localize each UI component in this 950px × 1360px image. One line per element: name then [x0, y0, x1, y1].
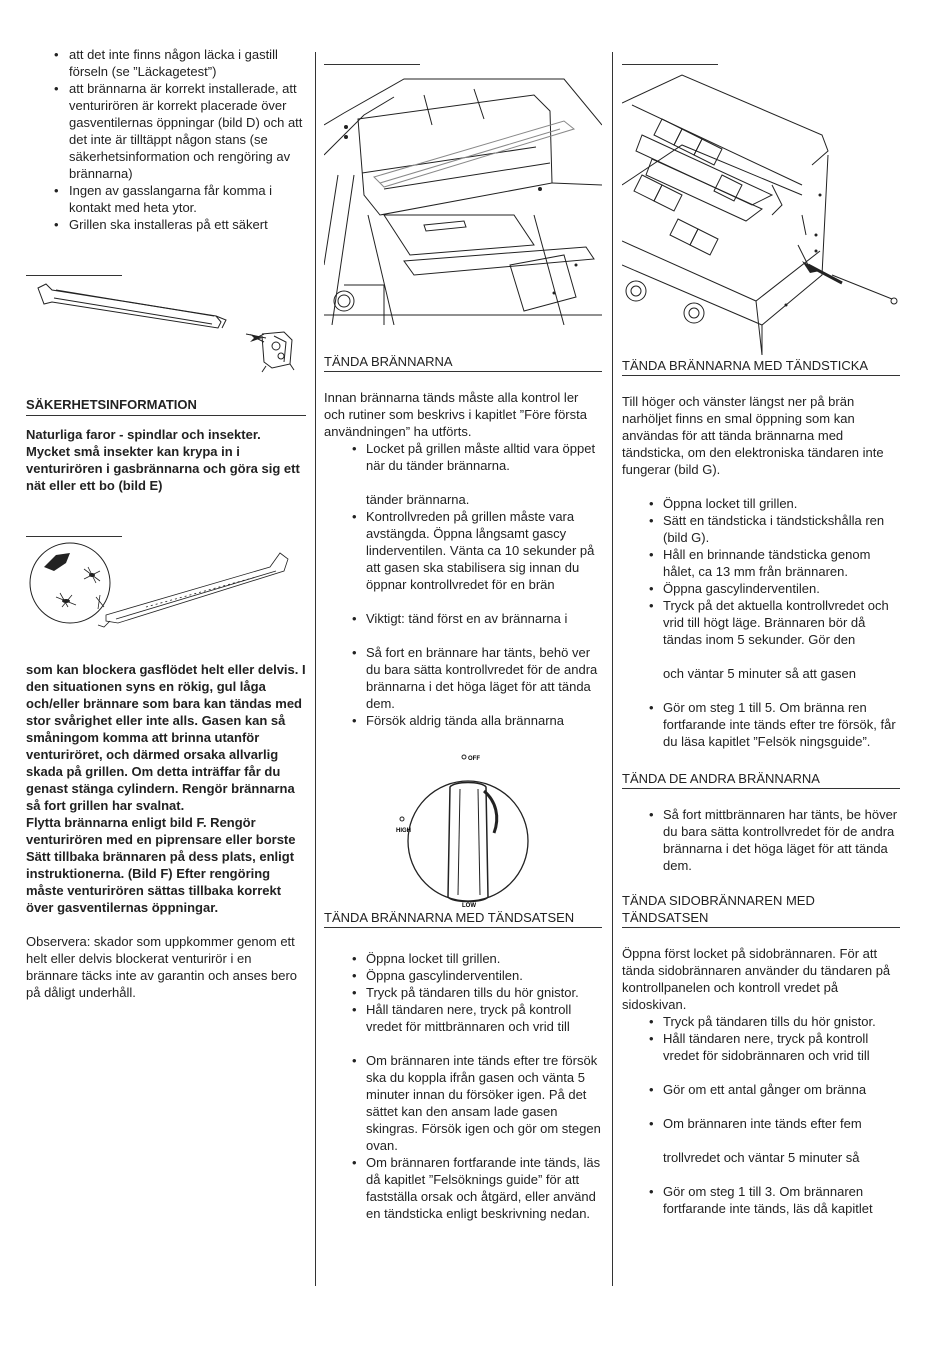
- paragraph-fragment: trollvredet och väntar 5 minuter så: [663, 1150, 860, 1165]
- steps-list: [622, 806, 900, 874]
- checklist: [324, 644, 602, 729]
- section-heading: TÄNDA BRÄNNARNA MED TÄNDSTICKA: [622, 357, 900, 376]
- paragraph: som kan blockera gasflödet helt eller delvis. I den situationen syns en rökig, gul låga och/eller brännare som bara kan tändas med stor svårighet eller inte alls. Gasen kan så småningom komma att brinna utanför venturiröret, och därmed orsaka allvarlig skada på grillen. Om detta inträffar får du genast stänga cylindern. Rengör brännarna så fort grillen har svalnat.: [26, 662, 306, 813]
- list-item: • Viktigt: tänd först en av brännarna i: [324, 610, 602, 627]
- section-heading: TÄNDA BRÄNNARNA MED TÄNDSATSEN: [324, 909, 602, 928]
- list-item: • Öppna locket till grillen.: [324, 950, 602, 967]
- steps-list: [622, 1013, 900, 1064]
- note: Observera: skador som uppkommer genom ett helt eller delvis blockerat venturirör i en brännare täcks inte av garantin och anses bero på dåligt underhåll.: [26, 934, 298, 1000]
- list-item: • Ingen av gasslangarna får komma i kontakt med heta ytor.: [26, 182, 306, 216]
- list-item: • Gör om steg 1 till 3. Om brännaren fortfarande inte tänds, läs då kapitlet: [622, 1183, 900, 1217]
- paragraph-fragment: tänder brännarna.: [366, 492, 470, 507]
- list-item: • Öppna gascylinderventilen.: [324, 967, 602, 984]
- paragraph: Till höger och vänster längst ner på brän narhöljet finns en smal öppning som kan användas för att tända brännarna med tändsticka, om den elektroniska tändaren inte fungerar (bild G).: [622, 394, 884, 477]
- list-item: • Öppna locket till grillen.: [622, 495, 900, 512]
- knob-high-label: HIGH: [396, 828, 411, 834]
- list-item: • Tryck på tändaren tills du hör gnistor.: [622, 1013, 900, 1030]
- checklist: [26, 46, 306, 233]
- list-item: • Om brännaren inte tänds efter tre försök ska du koppla ifrån gasen och vänta 5 minuter innan du försöker igen. På det sättet kan den ansam lade gasen skingras. Försök igen och gör om stegen ovan.: [324, 1052, 602, 1154]
- burner-figure-d: [26, 276, 306, 382]
- column-2: [324, 44, 602, 1222]
- list-item: • Håll tändaren nere, tryck på kontroll vredet för mittbrännaren och vrid till: [324, 1001, 602, 1035]
- list-item: • att brännarna är korrekt installerade, att venturirören är korrekt placerade över gasventilernas öppningar (bild D) och att det inte är tilltäppt någon stans (se säkerhetsinformation och rengöring av brännarna): [26, 80, 306, 182]
- list-item: • att det inte finns någon läcka i gastill förseln (se ”Läckagetest”): [26, 46, 306, 80]
- steps-list: [622, 1183, 900, 1217]
- list-item: • Så fort mittbrännaren har tänts, be höver du bara sätta kontrollvredet för de andra brännarna i det höga läget för att tända dem.: [622, 806, 900, 874]
- section-heading: SÄKERHETSINFORMATION: [26, 396, 306, 416]
- paragraph: Naturliga faror - spindlar och insekter. Mycket små insekter kan krypa in i venturirören i gasbrännarna och göra sig ett nät eller ett bo (bild E): [26, 427, 300, 493]
- paragraph: Flytta brännarna enligt bild F. Rengör venturirören med en piprensare eller borste Sätt tillbaka brännaren på dess plats, enligt instruktionerna. (Bild F) Efter rengöring måste venturirören sättas tillbaka korrekt över gasventilernas öppningar.: [26, 815, 296, 915]
- bold-block: [26, 661, 306, 916]
- steps-list: [622, 699, 900, 750]
- section-heading: TÄNDA SIDOBRÄNNAREN MED TÄNDSATSEN: [622, 892, 900, 928]
- column-divider: [612, 52, 613, 1286]
- paragraph: Öppna först locket på sidobrännaren. För att tända sidobrännaren använder du tändaren på kontrollpanelen och kontroll vredet på sidoskivan.: [622, 946, 891, 1012]
- list-item: • Tryck på det aktuella kontrollvredet och vrid till högt läge. Brännaren bör då tändas inom 5 sekunder. Gör den: [622, 597, 900, 648]
- knob-off-label: OFF: [468, 756, 480, 762]
- checklist: [324, 508, 602, 593]
- list-item: • Locket på grillen måste alltid vara öppet när du tänder brännarna.: [324, 440, 602, 474]
- list-item: • Om brännaren fortfarande inte tänds, läs då kapitlet ”Felsöknings guide” för att fastställa orsak och åtgärd, eller använd en tändsticka enligt beskrivning nedan.: [324, 1154, 602, 1222]
- list-item: • Kontrollvreden på grillen måste vara avstängda. Öppna långsamt gascy linderventilen. Vänta ca 10 sekunder på att gasen ska stabilisera sig innan du öppnar kontrollvredet för en brän: [324, 508, 602, 593]
- steps-list: [622, 495, 900, 648]
- paragraph-fragment: och väntar 5 minuter så att gasen: [663, 666, 856, 681]
- steps-list: [622, 1115, 900, 1132]
- list-item: • Gör om ett antal gånger om bränna: [622, 1081, 900, 1098]
- column-1: [26, 44, 306, 1001]
- checklist: [324, 440, 602, 474]
- grill-interior-figure: [324, 65, 602, 325]
- list-item: • Om brännaren inte tänds efter fem: [622, 1115, 900, 1132]
- steps-list: [324, 1052, 602, 1222]
- insects-burner-figure-e: [26, 537, 306, 647]
- section-heading: TÄNDA DE ANDRA BRÄNNARNA: [622, 770, 900, 789]
- steps-list: [324, 950, 602, 1035]
- steps-list: [622, 1081, 900, 1098]
- column-3: [622, 44, 900, 1217]
- knob-low-label: LOW: [462, 903, 476, 907]
- paragraph: Innan brännarna tänds måste alla kontrol ler och rutiner som beskrivs i kapitlet ”Före första användningen” ha utförts.: [324, 390, 587, 439]
- control-knob-figure: [324, 747, 602, 907]
- list-item: • Sätt en tändsticka i tändstickshålla ren (bild G).: [622, 512, 900, 546]
- match-lighting-figure-g: [622, 65, 900, 355]
- list-item: • Försök aldrig tända alla brännarna: [324, 712, 602, 729]
- list-item: • Gör om steg 1 till 5. Om bränna ren fortfarande inte tänds efter tre försök, får du läsa kapitlet ”Felsök ningsguide”.: [622, 699, 900, 750]
- list-item: • Tryck på tändaren tills du hör gnistor.: [324, 984, 602, 1001]
- checklist: [324, 610, 602, 627]
- list-item: • Håll tändaren nere, tryck på kontroll vredet för sidobrännaren och vrid till: [622, 1030, 900, 1064]
- section-heading: TÄNDA BRÄNNARNA: [324, 353, 602, 372]
- list-item: • Håll en brinnande tändsticka genom hålet, ca 13 mm från brännaren.: [622, 546, 900, 580]
- list-item: • Öppna gascylinderventilen.: [622, 580, 900, 597]
- column-divider: [315, 52, 316, 1286]
- list-item: • Grillen ska installeras på ett säkert: [26, 216, 306, 233]
- list-item: • Så fort en brännare har tänts, behö ver du bara sätta kontrollvredet för de andra brännarna i det höga läget för att tända dem.: [324, 644, 602, 712]
